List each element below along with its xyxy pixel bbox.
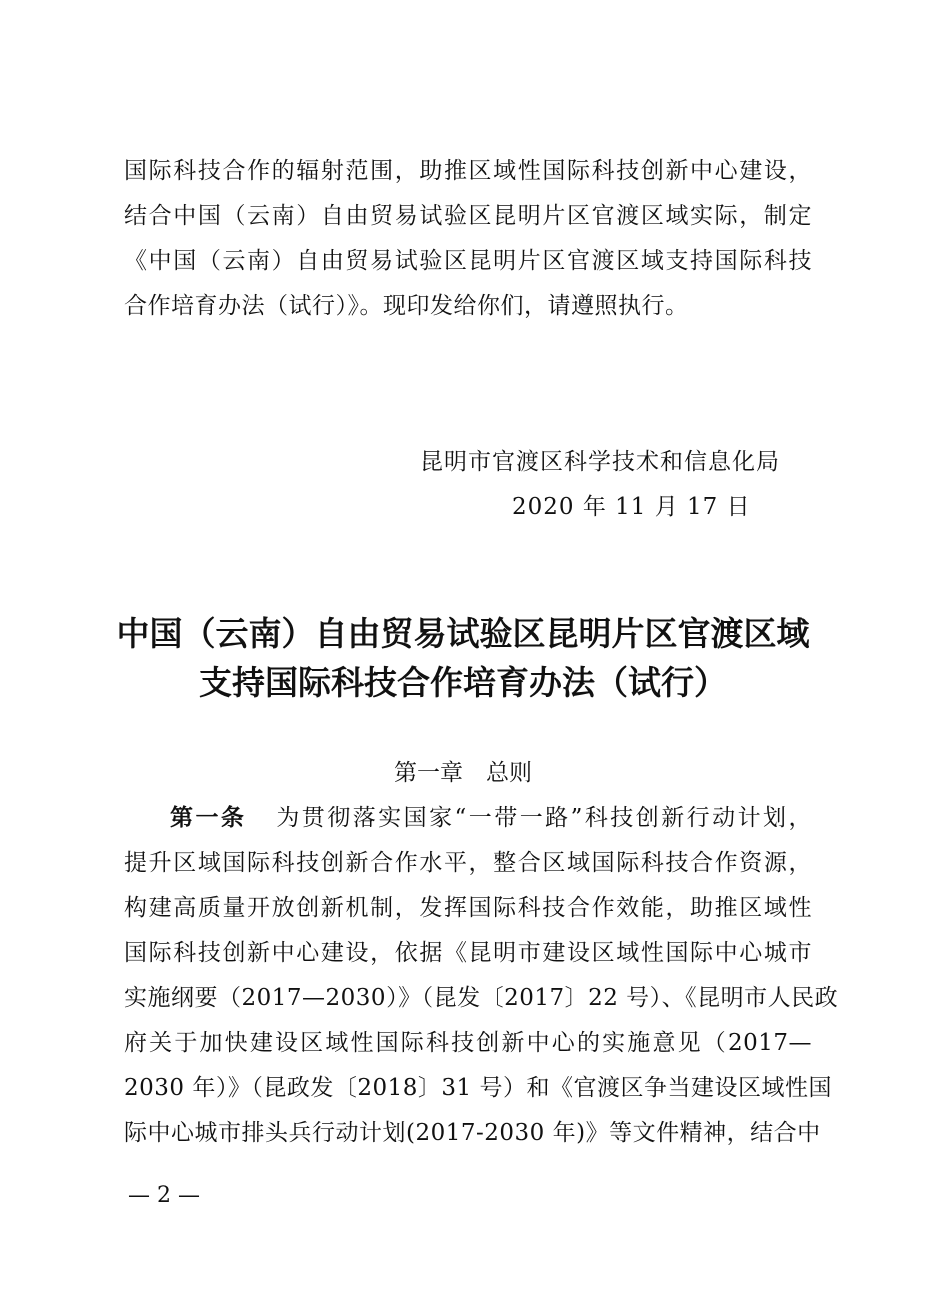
article-label: 第一条 <box>170 805 247 831</box>
chapter-heading: 第一章 总则 <box>394 760 532 786</box>
intro-line: 合作培育办法（试行）》。现印发给你们，请遵照执行。 <box>124 293 689 319</box>
intro-line: 国际科技合作的辐射范围，助推区域性国际科技创新中心建设， <box>124 158 812 184</box>
document-title-line-2: 支持国际科技合作培育办法（试行） <box>199 663 727 702</box>
article-text: 为贯彻落实国家“一带一路”科技创新行动计划， <box>274 805 812 831</box>
document-title-line-1: 中国（云南）自由贸易试验区昆明片区官渡区域 <box>116 614 810 653</box>
article-line: 实施纲要（2017—2030）》（昆发〔2017〕22 号）、《昆明市人民政 <box>124 985 839 1011</box>
issuer-name: 昆明市官渡区科学技术和信息化局 <box>420 449 780 475</box>
article-line: 2030 年）》（昆政发〔2018〕31 号）和《官渡区争当建设区域性国 <box>124 1075 832 1101</box>
article-line: 国际科技创新中心建设，依据《昆明市建设区域性国际中心城市 <box>124 940 812 966</box>
page-number: — 2 — <box>128 1183 200 1208</box>
issue-date: 2020 年 11 月 17 日 <box>512 494 751 520</box>
article-line: 际中心城市排头兵行动计划(2017-2030 年)》等文件精神，结合中 <box>124 1120 821 1146</box>
article-line: 提升区域国际科技创新合作水平，整合区域国际科技合作资源， <box>124 850 812 876</box>
article-first-line <box>170 803 812 833</box>
intro-line: 《中国（云南）自由贸易试验区昆明片区官渡区域支持国际科技 <box>124 248 812 274</box>
article-line: 构建高质量开放创新机制，发挥国际科技合作效能，助推区域性 <box>124 895 812 921</box>
article-line: 府关于加快建设区域性国际科技创新中心的实施意见（2017— <box>124 1030 812 1056</box>
intro-line: 结合中国（云南）自由贸易试验区昆明片区官渡区域实际，制定 <box>124 203 812 229</box>
